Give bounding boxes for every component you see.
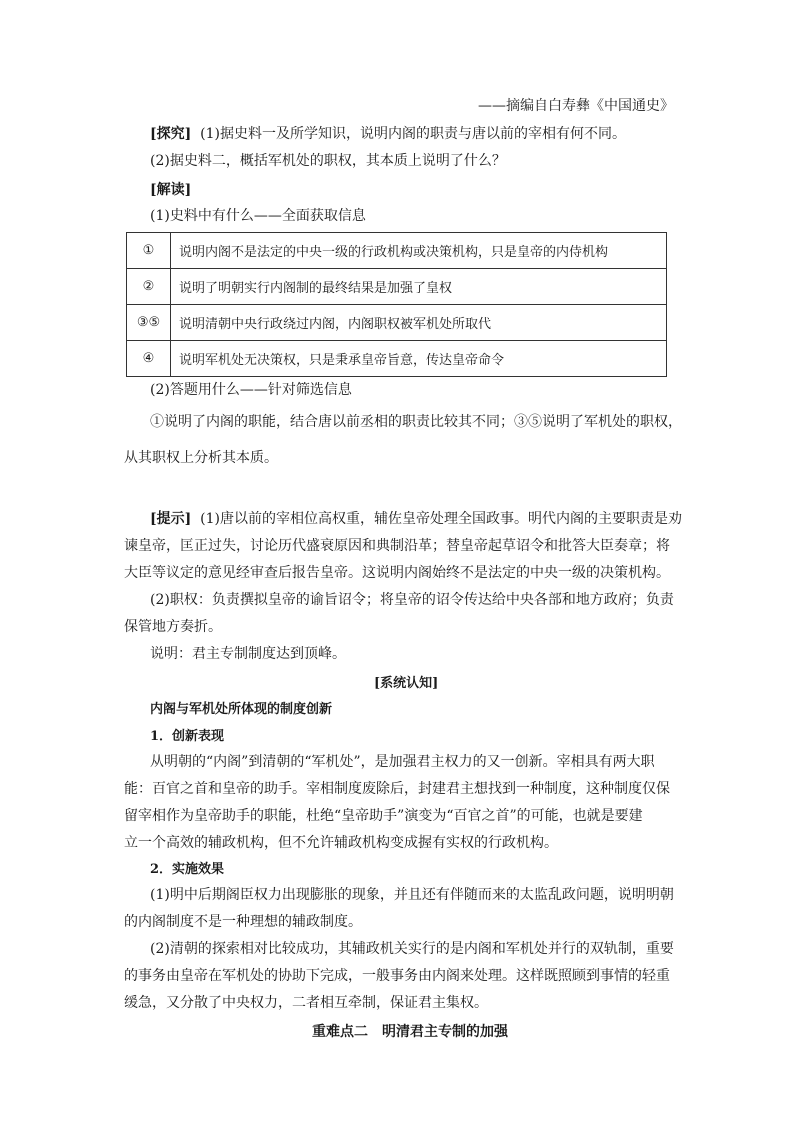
explore-q1-text: (1)据史料一及所学知识，说明内阁的职责与唐以前的宰相有何不同。 bbox=[200, 126, 626, 142]
row-text: 说明清朝中央行政绕过内阁，内阁职权被军机处所取代 bbox=[171, 305, 667, 341]
explore-tag: [探究] bbox=[150, 126, 192, 142]
next-section-title: 重难点二 明清君主专制的加强 bbox=[312, 1024, 508, 1040]
hint-p1-line3: 大臣等议定的意见经审查后报告皇帝。这说明内阁始终不是法定的中央一级的决策机构。 bbox=[124, 565, 670, 581]
system-s2-p2-line2: 的事务由皇帝在军机处的协助下完成，一般事务由内阁来处理。这样既照顾到事情的轻重 bbox=[124, 968, 670, 984]
table-row bbox=[127, 305, 667, 341]
interpret-step2-line1: ①说明了内阁的职能，结合唐以前丞相的职责比较其不同；③⑤说明了军机处的职权， bbox=[150, 414, 682, 430]
system-s1-line3: 留宰相作为皇帝助手的职能，杜绝“皇帝助手”演变为“百官之首”的可能，也就是要建 bbox=[124, 808, 643, 824]
explore-q1 bbox=[150, 124, 626, 144]
system-s2-p2-line1: (2)清朝的探索相对比较成功，其辅政机关实行的是内阁和军机处并行的双轨制，重要 bbox=[150, 941, 674, 957]
interpret-step2-line2: 从其职权上分析其本质。 bbox=[124, 450, 278, 466]
hint-p1-line1 bbox=[150, 509, 682, 529]
hint-p1-line1-text: (1)唐以前的宰相位高权重，辅佐皇帝处理全国政事。明代内阁的主要职责是劝 bbox=[200, 511, 682, 527]
explore-q2: (2)据史料二，概括军机处的职权，其本质上说明了什么？ bbox=[150, 153, 506, 169]
hint-p2-line1: (2)职权：负责撰拟皇帝的谕旨诏令；将皇帝的诏令传达给中央各部和地方政府；负责 bbox=[150, 592, 674, 608]
system-s1-line1: 从明朝的“内阁”到清朝的“军机处”，是加强君主权力的又一创新。宰相具有两大职 bbox=[150, 754, 655, 770]
system-s1-line2: 能：百官之首和皇帝的助手。宰相制度废除后，封建君主想找到一种制度，这种制度仅保 bbox=[124, 781, 670, 797]
hint-p2-line2: 保管地方奏折。 bbox=[124, 619, 222, 635]
table-row bbox=[127, 233, 667, 269]
row-text: 说明内阁不是法定的中央一级的行政机构或决策机构，只是皇帝的内侍机构 bbox=[171, 233, 667, 269]
info-table bbox=[126, 232, 667, 377]
system-s1-line4: 立一个高效的辅政机构，但不允许辅政机构变成握有实权的行政机构。 bbox=[124, 835, 558, 851]
table-row bbox=[127, 269, 667, 305]
row-number: ② bbox=[127, 269, 171, 305]
hint-p3: 说明：君主专制制度达到顶峰。 bbox=[150, 646, 346, 662]
row-number: ① bbox=[127, 233, 171, 269]
hint-p1-line2: 谏皇帝，匡正过失，讨论历代盛衰原因和典制沿革；替皇帝起草诏令和批答大臣奏章；将 bbox=[124, 538, 670, 554]
system-heading: [系统认知] bbox=[374, 676, 439, 691]
interpret-step1: (1)史料中有什么——全面获取信息 bbox=[150, 208, 366, 224]
table-row bbox=[127, 341, 667, 377]
system-s2-p2-line3: 缓急，又分散了中央权力，二者相互牵制，保证君主集权。 bbox=[124, 995, 488, 1011]
system-s2-title: 2．实施效果 bbox=[150, 862, 225, 877]
interpret-step2: (2)答题用什么——针对筛选信息 bbox=[150, 382, 352, 398]
system-s1-title: 1．创新表现 bbox=[150, 729, 225, 744]
interpret-tag: [解读] bbox=[150, 182, 192, 198]
system-s2-p1-line2: 的内阁制度不是一种理想的辅政制度。 bbox=[124, 914, 362, 930]
system-s2-p1-line1: (1)明中后期阁臣权力出现膨胀的现象，并且还有伴随而来的太监乱政问题，说明明朝 bbox=[150, 887, 674, 903]
row-text: 说明了明朝实行内阁制的最终结果是加强了皇权 bbox=[171, 269, 667, 305]
row-number: ④ bbox=[127, 341, 171, 377]
hint-tag: [提示] bbox=[150, 511, 192, 527]
row-text: 说明军机处无决策权，只是秉承皇帝旨意，传达皇帝命令 bbox=[171, 341, 667, 377]
system-subtitle: 内阁与军机处所体现的制度创新 bbox=[150, 702, 333, 717]
row-number: ③⑤ bbox=[127, 305, 171, 341]
source-line: ——摘编自白寿彝《中国通史》 bbox=[478, 98, 674, 114]
